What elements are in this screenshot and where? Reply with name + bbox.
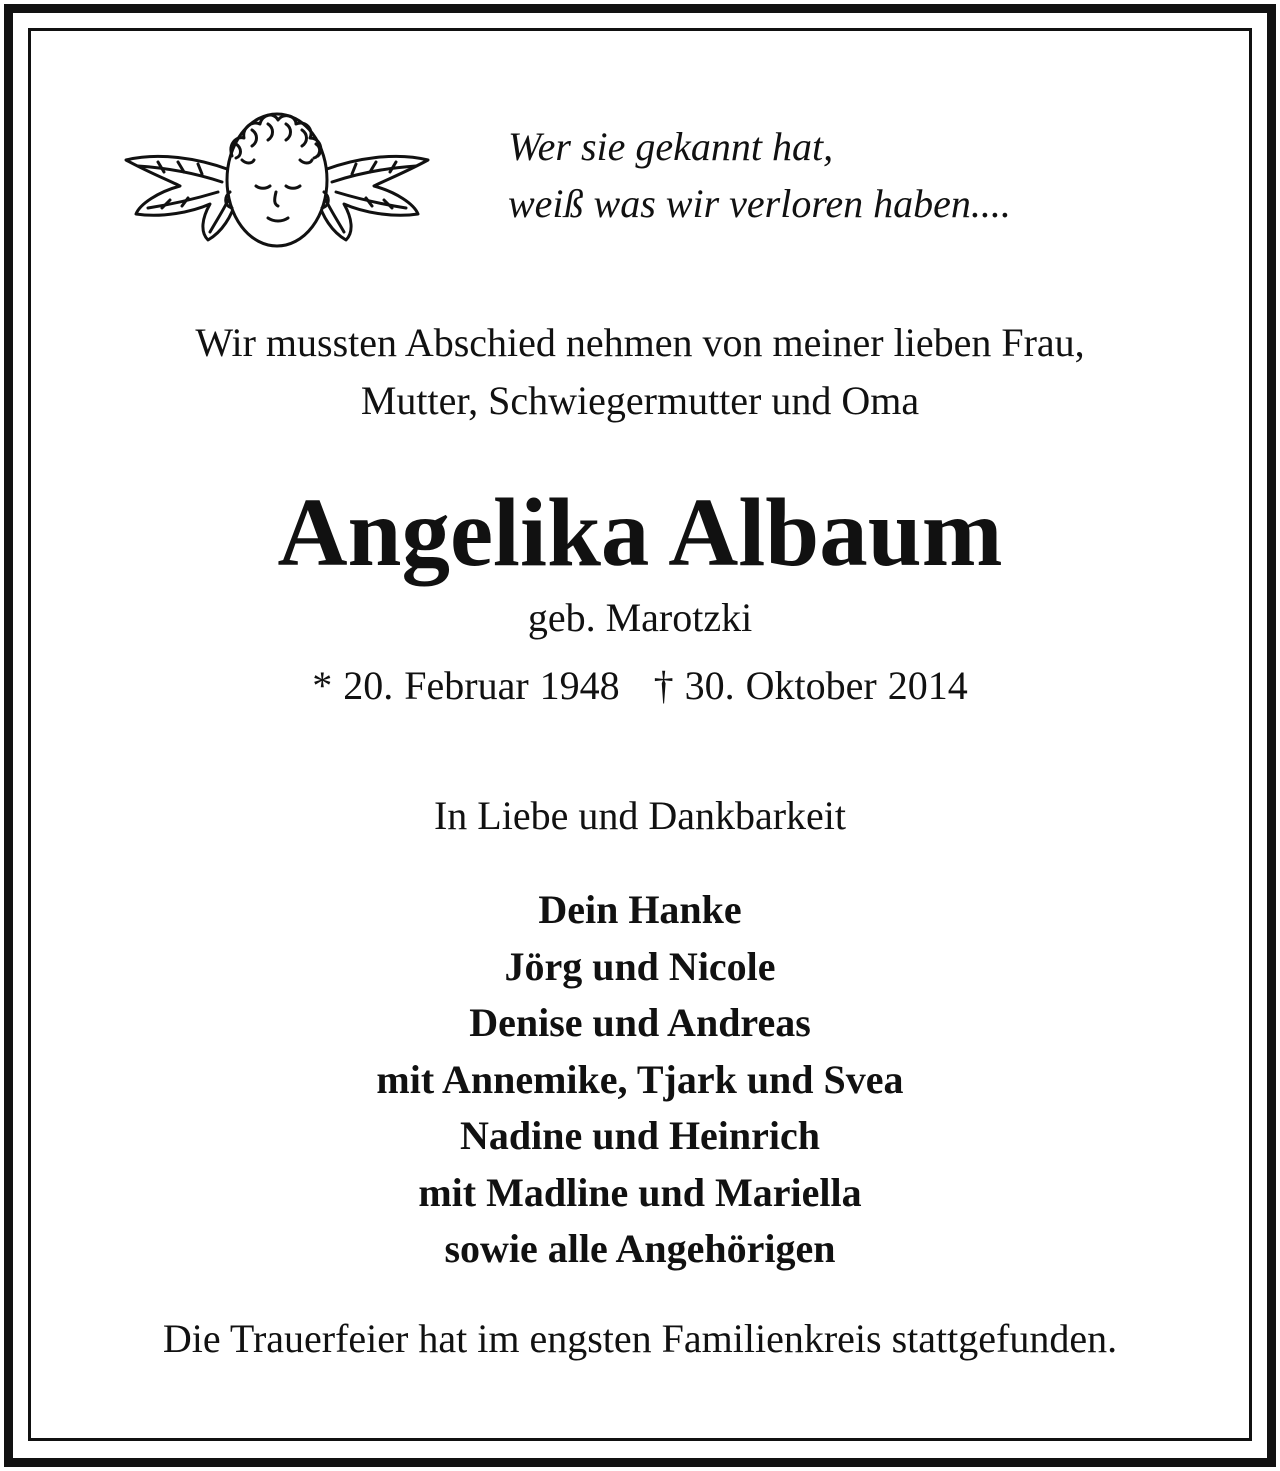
motto-line: weiß was wir verloren haben.... <box>508 181 1011 226</box>
mourner-line: Dein Hanke <box>538 887 742 932</box>
intro-text <box>0 314 1280 430</box>
birth-date: * 20. Februar 1948 <box>312 663 620 708</box>
mourner-line: mit Madline und Mariella <box>418 1169 862 1215</box>
angel-icon <box>118 100 436 260</box>
maiden-name: geb. Marotzki <box>527 595 753 640</box>
funeral-notice: Die Trauerfeier hat im engsten Familienkreis stattgefunden. <box>162 1316 1118 1361</box>
mourner-line: Denise und Andreas <box>469 1000 811 1045</box>
motto-quote <box>508 118 1228 232</box>
mourner-line: sowie alle Angehörigen <box>444 1226 836 1271</box>
mourner-line: Nadine und Heinrich <box>459 1113 821 1158</box>
deceased-name: Angelika Albaum <box>277 479 1003 586</box>
closing-phrase: In Liebe und Dankbarkeit <box>433 793 847 838</box>
motto-line: Wer sie gekannt hat, <box>508 124 834 169</box>
life-dates <box>0 660 1280 712</box>
mourner-line: mit Annemike, Tjark und Svea <box>376 1056 904 1102</box>
mourners-list <box>0 882 1280 1278</box>
mourner-line: Jörg und Nicole <box>504 943 776 989</box>
death-date: † 30. Oktober 2014 <box>653 663 968 708</box>
intro-line: Mutter, Schwiegermutter und Oma <box>360 378 920 423</box>
intro-line: Wir mussten Abschied nehmen von meiner lieben Frau, <box>195 320 1085 365</box>
